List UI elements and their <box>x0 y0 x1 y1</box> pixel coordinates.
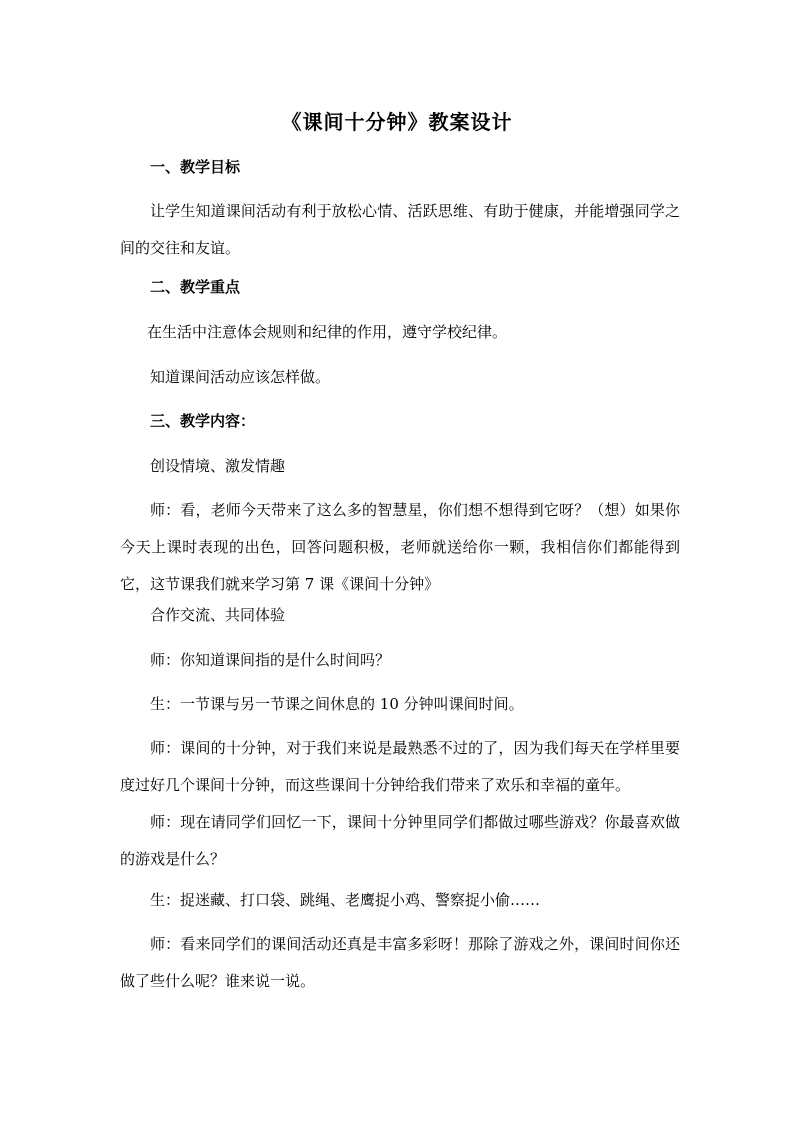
paragraph-teacher-question: 师：你知道课间指的是什么时间吗？ <box>150 651 391 669</box>
document-title: 《课间十分钟》教案设计 <box>281 110 513 134</box>
section-heading-content: 三、教学内容： <box>150 412 256 430</box>
paragraph-teacher-recall: 师：现在请同学们回忆一下，课间十分钟里同学们都做过哪些游戏？你最喜欢做的游戏是什么？ <box>120 813 680 868</box>
paragraph-cooperate: 合作交流、共同体验 <box>150 606 286 624</box>
paragraph-teacher-intro: 师：看，老师今天带来了这么多的智慧星，你们想不想得到它呀？（想）如果你今天上课时表现的出色，回答问题积极，老师就送给你一颗，我相信你们都能得到它，这节课我们就来学习第 7 课《课间十分钟》 <box>120 501 680 593</box>
paragraph-scene: 创设情境、激发情趣 <box>150 457 286 475</box>
paragraph-student-games: 生：捉迷藏、打口袋、跳绳、老鹰捉小鸡、警察捉小偷…… <box>150 891 541 909</box>
paragraph-key-point-2: 知道课间活动应该怎样做。 <box>150 368 331 386</box>
paragraph-teacher-followup: 师：看来同学们的课间活动还真是丰富多彩呀！那除了游戏之外，课间时间你还做了些什么呢？谁来说一说。 <box>120 935 680 990</box>
paragraph-key-point-1: 在生活中注意体会规则和纪律的作用，遵守学校纪律。 <box>147 323 508 341</box>
section-heading-objectives: 一、教学目标 <box>150 158 241 176</box>
paragraph-objectives: 让学生知道课间活动有利于放松心情、活跃思维、有助于健康，并能增强同学之间的交往和友谊。 <box>120 202 680 257</box>
section-heading-key-points: 二、教学重点 <box>150 278 241 296</box>
paragraph-teacher-explain: 师：课间的十分钟，对于我们来说是最熟悉不过的了，因为我们每天在学样里要度过好几个课间十分钟，而这些课间十分钟给我们带来了欢乐和幸福的童年。 <box>120 739 680 794</box>
paragraph-student-answer: 生：一节课与另一节课之间休息的 10 分钟叫课间时间。 <box>150 695 524 713</box>
